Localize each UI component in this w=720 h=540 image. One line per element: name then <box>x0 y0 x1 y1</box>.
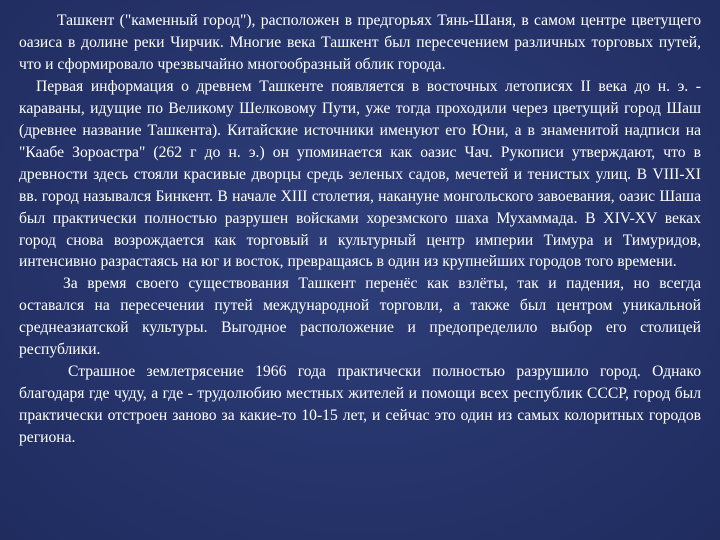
paragraph-history: Первая информация о древнем Ташкенте появляется в восточных летописях II века до н. э. - караваны, идущие по Великому Шелковому Пути, уже тогда проходили через цветущий город Шаш (древнее название Ташкента). Китайские источники именуют его Юни, а в знаменитой надписи на "Каабе Зороастра" (262 г до н. э.) он упоминается как оазис Чач. Рукописи утверждают, что в древности здесь стояли красивые дворцы средь зеленых садов, мечетей и тенистых улиц. В VIII-XI вв. город назывался Бинкент. В начале XIII столетия, накануне монгольского завоевания, оазис Шаша был практически полностью разрушен войсками хорезмского шаха Мухаммада. В XIV-XV веках город снова возрождается как торговый и культурный центр империи Тимура и Тимуридов, интенсивно разрастаясь на юг и восток, превращаясь в один из крупнейших городов того времени. <box>19 77 701 271</box>
paragraph-intro: Ташкент ("каменный город"), расположен в предгорьях Тянь-Шаня, в самом центре цветущего оазиса в долине реки Чирчик. Многие века Ташкент был пересечением различных торговых путей, что и сформировало чрезвычайно многообразный облик города. <box>19 12 701 73</box>
slide-text-body <box>19 10 701 449</box>
paragraph-trade-culture: За время своего существования Ташкент перенёс как взлёты, так и падения, но всегда оставался на пересечении путей международной торговли, а также был центром уникальной среднеазиатской культуры. Выгодное расположение и предопределило выбор его столицей республики. <box>19 275 701 359</box>
paragraph-earthquake: Страшное землетрясение 1966 года практически полностью разрушило город. Однако благодаря где чуду, а где - трудолюбию местных жителей и помощи всех республик СССР, город был практически отстроен заново за какие-то 10-15 лет, и сейчас это один из самых колоритных городов региона. <box>19 363 701 447</box>
